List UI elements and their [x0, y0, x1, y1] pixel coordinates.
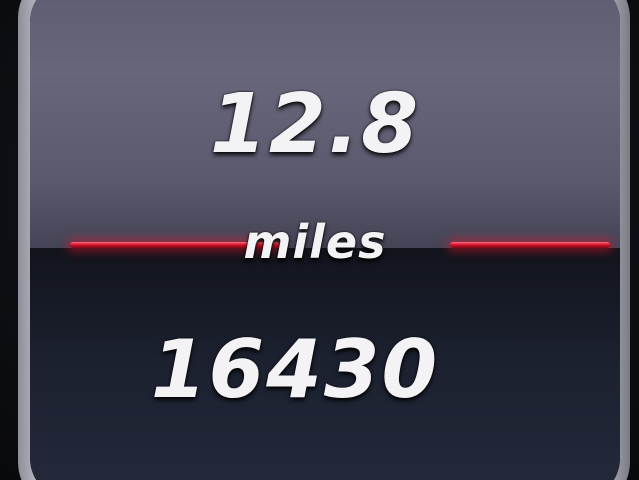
distance-unit-label: miles [243, 215, 387, 269]
distance-tile [30, 0, 620, 480]
trip-distance-value: 12.8 [209, 77, 421, 172]
odometer-value: 16430 [150, 323, 440, 416]
